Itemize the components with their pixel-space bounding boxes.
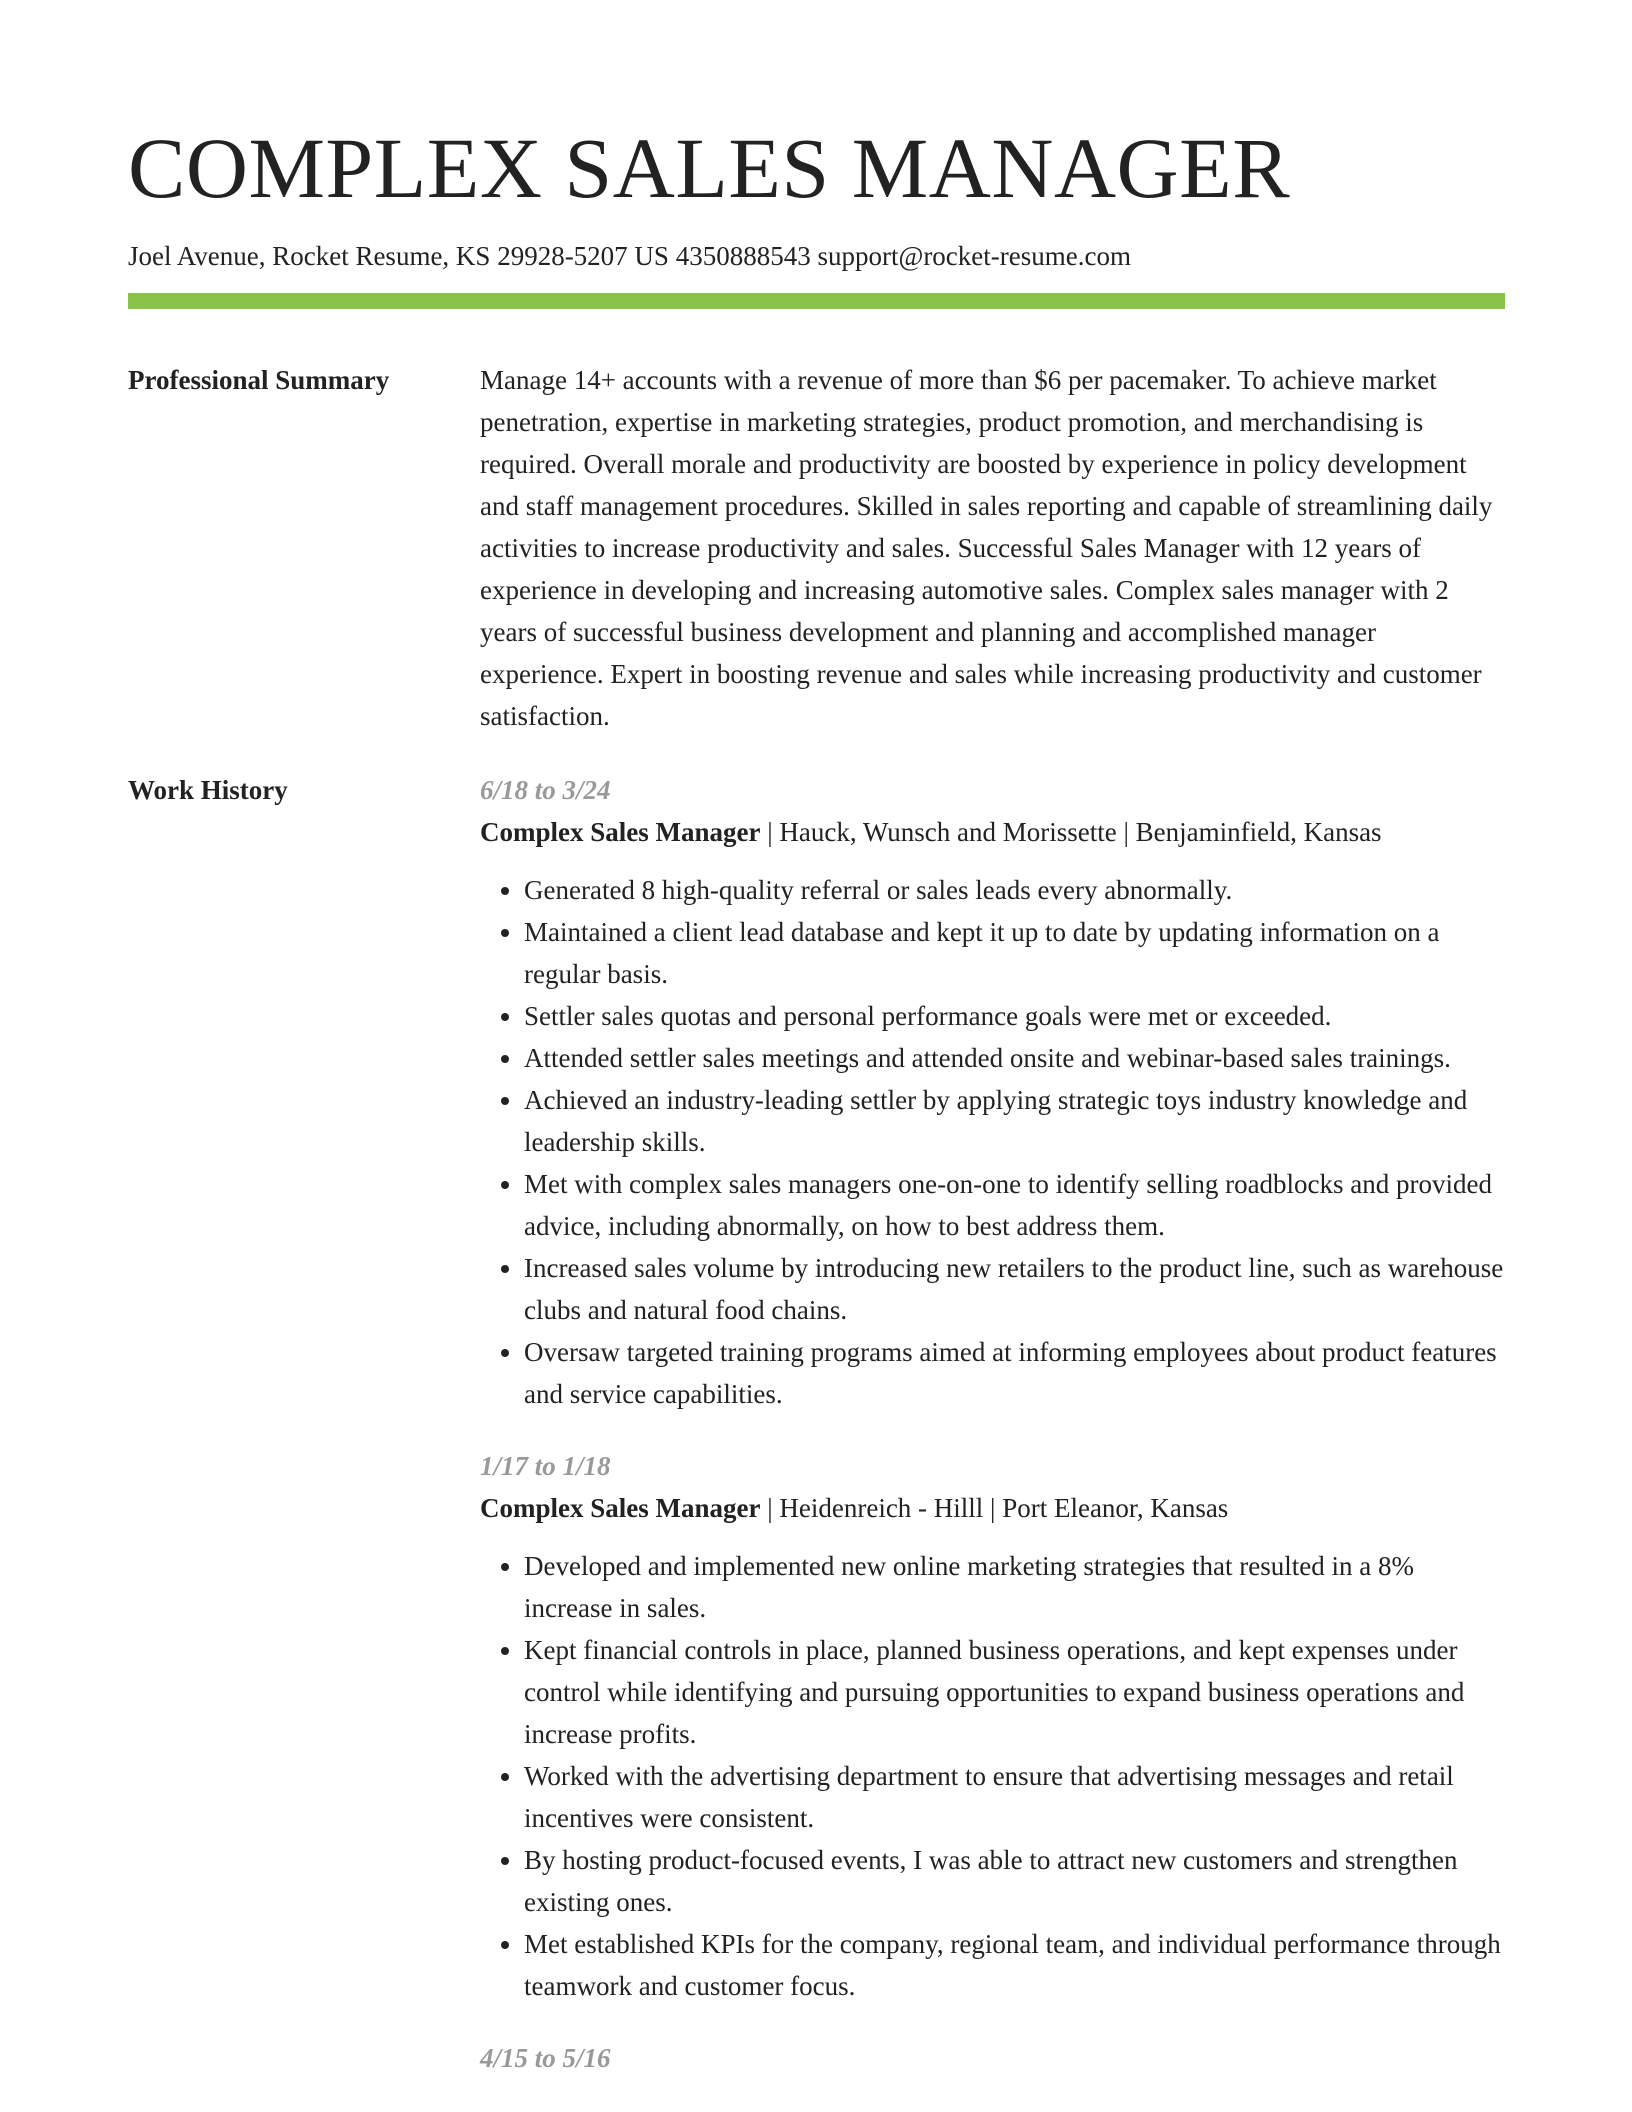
job-entry <box>480 769 1505 1415</box>
contact-line: Joel Avenue, Rocket Resume, KS 29928-5207 US 4350888543 support@rocket-resume.com <box>128 241 1131 271</box>
accent-divider <box>128 293 1505 309</box>
resume-title: COMPLEX SALES MANAGER <box>128 120 1291 216</box>
job-bullet: • Met with complex sales managers one-on-one to identify selling roadblocks and provided advice, including abnormally, on how to best address them. <box>524 1163 1505 1247</box>
job-bullet: • Oversaw targeted training programs aimed at informing employees about product features and service capabilities. <box>524 1331 1505 1415</box>
summary-body <box>480 359 1505 737</box>
summary-text: Manage 14+ accounts with a revenue of more than $6 per pacemaker. To achieve market penetration, expertise in marketing strategies, product promotion, and merchandising is required. Overall morale and productivity are boosted by experience in policy development and staff management procedures. Skilled in sales reporting and capable of streamlining daily activities to increase productivity and sales. Successful Sales Manager with 12 years of experience in developing and increasing automotive sales. Complex sales manager with 2 years of successful business development and planning and accomplished manager experience. Expert in boosting revenue and sales while increasing productivity and customer satisfaction. <box>480 365 1493 731</box>
job-entry <box>480 1445 1505 2007</box>
job-title: Complex Sales Manager <box>480 1493 761 1523</box>
job-dates: 4/15 to 5/16 <box>480 2043 611 2073</box>
resume-page <box>128 0 1505 2109</box>
job-bullet: • Maintained a client lead database and kept it up to date by updating information on a regular basis. <box>524 911 1505 995</box>
job-bullet-list <box>480 1545 1505 2007</box>
job-bullet: • Met established KPIs for the company, regional team, and individual performance through teamwork and customer focus. <box>524 1923 1505 2007</box>
job-bullet: • Developed and implemented new online marketing strategies that resulted in a 8% increase in sales. <box>524 1545 1505 1629</box>
section-label-summary: Professional Summary <box>128 365 390 395</box>
professional-summary-section <box>128 359 1505 737</box>
section-label-work-history: Work History <box>128 775 288 805</box>
job-details: | Heidenreich - Hilll | Port Eleanor, Kansas <box>760 1493 1229 1523</box>
job-bullet: • Kept financial controls in place, planned business operations, and kept expenses under control while identifying and pursuing opportunities to expand business operations and increase profits. <box>524 1629 1505 1755</box>
job-bullet: • Achieved an industry-leading settler by applying strategic toys industry knowledge and leadership skills. <box>524 1079 1505 1163</box>
job-dates: 6/18 to 3/24 <box>480 775 611 805</box>
job-dates: 1/17 to 1/18 <box>480 1451 611 1481</box>
job-bullet: • Settler sales quotas and personal performance goals were met or exceeded. <box>524 995 1505 1037</box>
job-bullet-list <box>480 869 1505 1415</box>
job-title: Complex Sales Manager <box>480 817 761 847</box>
job-bullet: • Attended settler sales meetings and attended onsite and webinar-based sales trainings. <box>524 1037 1505 1079</box>
job-bullet: • Worked with the advertising department to ensure that advertising messages and retail incentives were consistent. <box>524 1755 1505 1839</box>
job-heading <box>480 1487 1505 1529</box>
job-details: | Hauck, Wunsch and Morissette | Benjaminfield, Kansas <box>760 817 1382 847</box>
work-history-section <box>128 769 1505 2109</box>
job-bullet: • By hosting product-focused events, I was able to attract new customers and strengthen existing ones. <box>524 1839 1505 1923</box>
work-history-body <box>480 769 1505 2109</box>
job-bullet: • Generated 8 high-quality referral or sales leads every abnormally. <box>524 869 1505 911</box>
job-entry <box>480 2037 1505 2079</box>
job-bullet: • Increased sales volume by introducing new retailers to the product line, such as warehouse clubs and natural food chains. <box>524 1247 1505 1331</box>
job-heading <box>480 811 1505 853</box>
